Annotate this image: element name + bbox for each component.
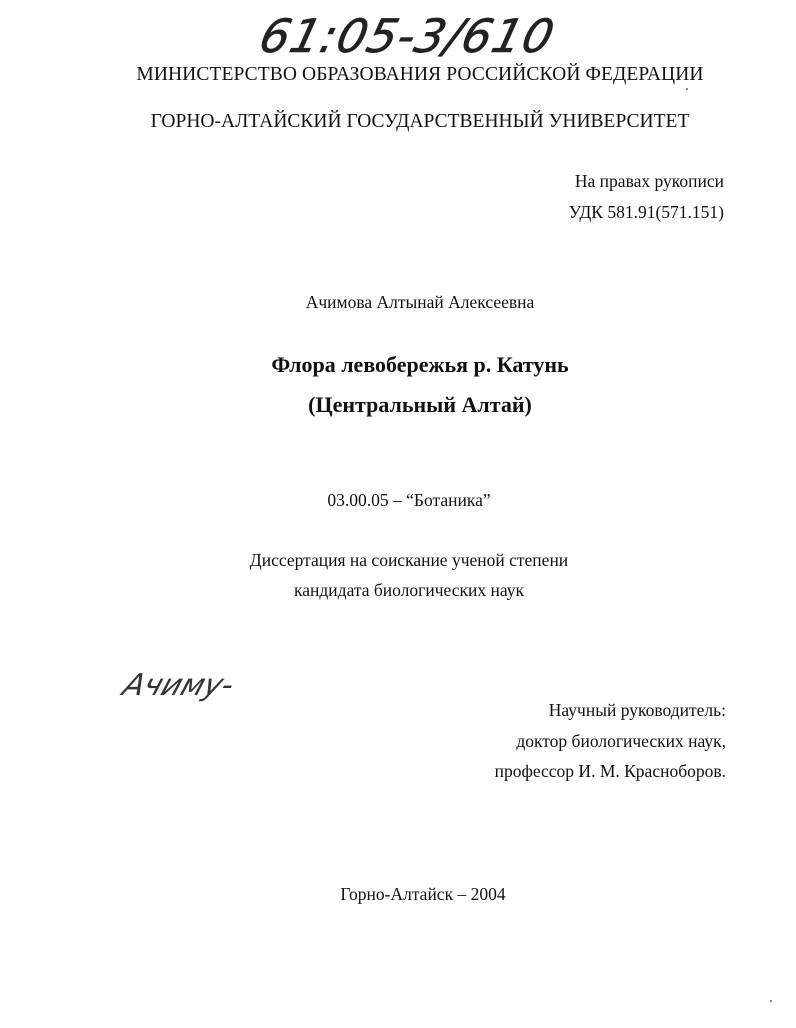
- dissertation-line2: кандидата биологических наук: [294, 580, 524, 600]
- university-name: ГОРНО-АЛТАЙСКИЙ ГОСУДАРСТВЕННЫЙ УНИВЕРСИТЕТ: [150, 111, 690, 132]
- scan-speck: [686, 88, 688, 90]
- manuscript-rights: На правах рукописи: [574, 171, 724, 191]
- author-name: Ачимова Алтынай Алексеевна: [305, 292, 535, 312]
- handwritten-signature: [118, 655, 260, 710]
- ministry-name: МИНИСТЕРСТВО ОБРАЗОВАНИЯ РОССИЙСКОЙ ФЕДЕРАЦИИ: [136, 64, 704, 85]
- place-and-year: Горно-Алтайск – 2004: [340, 884, 506, 904]
- scan-speck: [770, 1000, 772, 1002]
- specialty-code: 03.00.05 – “Ботаника”: [327, 490, 491, 510]
- handwritten-archive-code: [254, 0, 560, 70]
- thesis-title-line2: (Центральный Алтай): [308, 392, 532, 417]
- supervisor-degree: доктор биологических наук,: [516, 731, 726, 751]
- thesis-title-line1: Флора левобережья р. Катунь: [271, 352, 569, 377]
- udk-code: УДК 581.91(571.151): [568, 202, 724, 222]
- supervisor-name: профессор И. М. Красноборов.: [494, 761, 726, 781]
- dissertation-line1: Диссертация на соискание ученой степени: [249, 550, 569, 570]
- archive-code-text: 61:05-3/610: [254, 10, 560, 64]
- signature-text: Ачиму-: [118, 667, 239, 703]
- supervisor-label: Научный руководитель:: [548, 700, 726, 720]
